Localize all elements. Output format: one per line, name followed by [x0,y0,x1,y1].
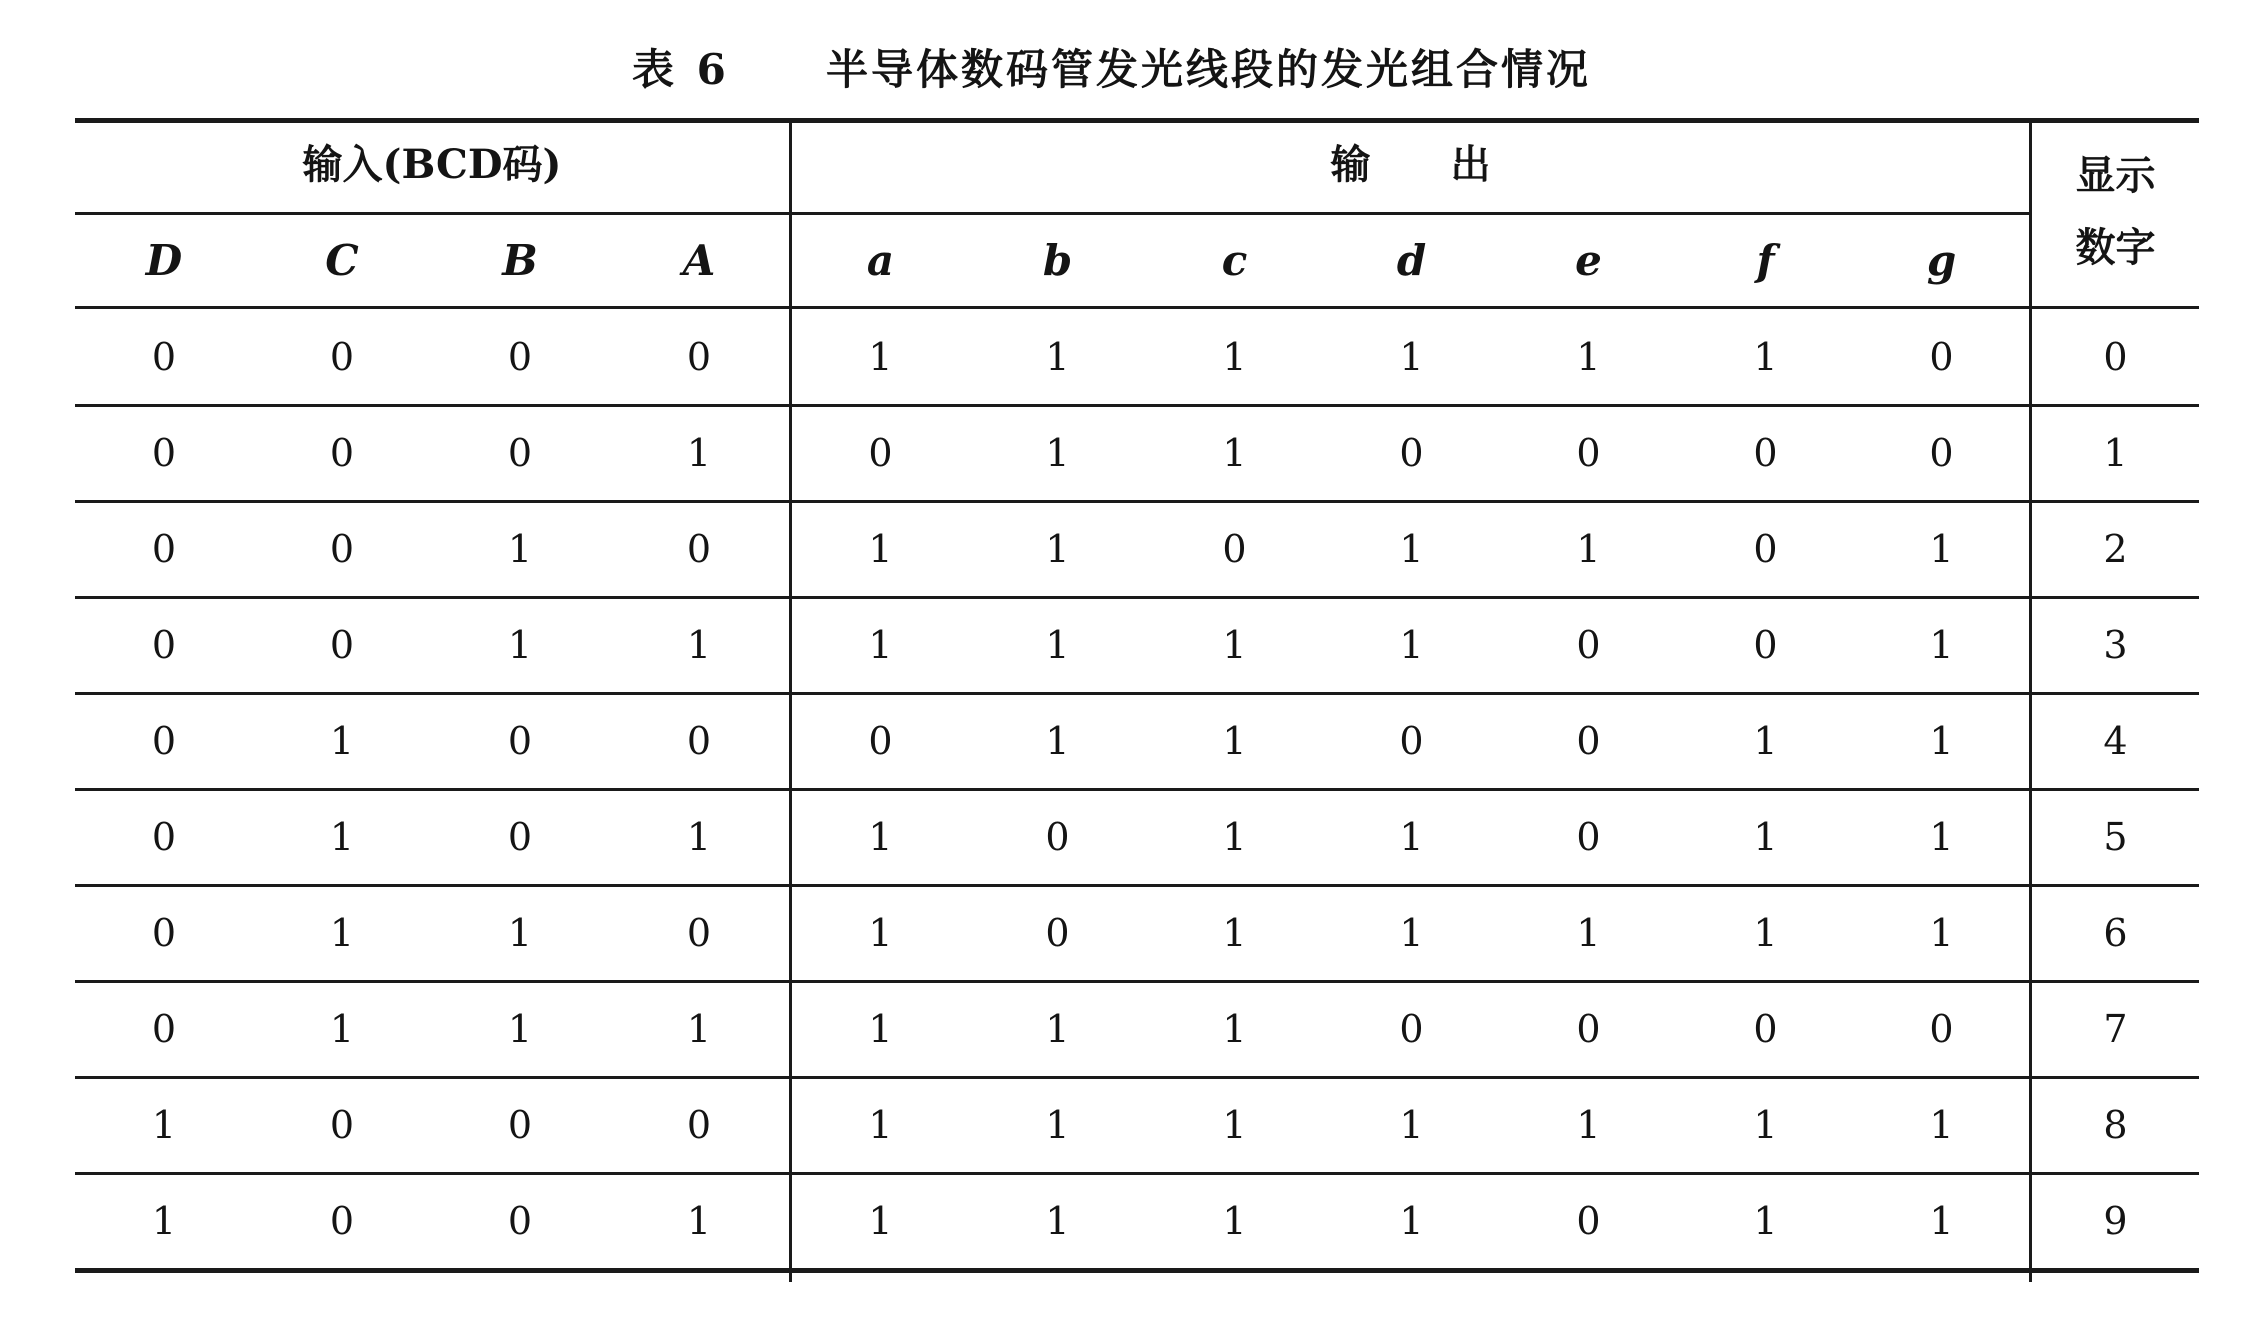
cell-f: 0 [1753,623,1778,667]
cell-D: 0 [151,431,177,475]
cell-f: 1 [1753,335,1778,379]
cell-D: 0 [151,527,177,571]
cell-d: 0 [1399,1007,1424,1051]
cell-g: 1 [1929,1199,1954,1243]
col-header-b: b [1042,235,1073,285]
cell-a: 1 [868,1103,893,1147]
cell-C: 1 [329,911,355,955]
input-group-header: 输入(BCD码) [302,141,562,188]
cell-A: 1 [686,623,712,667]
cell-b: 0 [1045,911,1070,955]
cell-A: 1 [686,1007,712,1051]
cell-c: 1 [1222,1007,1247,1051]
cell-digit: 0 [2103,335,2128,379]
cell-d: 1 [1399,815,1424,859]
cell-f: 1 [1753,1103,1778,1147]
cell-e: 0 [1576,1199,1601,1243]
cell-B: 0 [507,335,533,379]
cell-A: 0 [686,527,712,571]
cell-c: 1 [1222,335,1247,379]
cell-a: 1 [868,623,893,667]
cell-g: 0 [1929,431,1954,475]
display-header-line1: 显示 [2075,152,2156,199]
col-header-d: d [1396,235,1427,285]
cell-e: 1 [1576,1103,1601,1147]
cell-D: 0 [151,623,177,667]
cell-g: 1 [1929,719,1954,763]
col-header-a: a [866,235,895,285]
cell-b: 1 [1045,1199,1070,1243]
cell-g: 1 [1929,1103,1954,1147]
cell-c: 1 [1222,431,1247,475]
cell-e: 0 [1576,623,1601,667]
cell-g: 1 [1929,527,1954,571]
cell-g: 0 [1929,335,1954,379]
cell-d: 0 [1399,719,1424,763]
cell-digit: 8 [2103,1103,2128,1147]
cell-b: 1 [1045,719,1070,763]
display-header-line2: 数字 [2075,224,2156,271]
cell-b: 1 [1045,335,1070,379]
cell-f: 0 [1753,431,1778,475]
cell-a: 1 [868,1199,893,1243]
table-bottom-rule [75,1268,2199,1273]
cell-g: 1 [1929,911,1954,955]
cell-C: 0 [329,335,355,379]
cell-D: 0 [151,911,177,955]
cell-c: 0 [1222,527,1247,571]
cell-a: 1 [868,815,893,859]
cell-B: 1 [507,527,533,571]
cell-e: 0 [1576,1007,1601,1051]
cell-f: 0 [1753,527,1778,571]
cell-d: 1 [1399,911,1424,955]
cell-e: 0 [1576,719,1601,763]
cell-b: 0 [1045,815,1070,859]
cell-digit: 6 [2103,911,2128,955]
cell-C: 1 [329,1007,355,1051]
col-header-A: A [682,235,716,285]
cell-a: 1 [868,527,893,571]
cell-e: 1 [1576,335,1601,379]
cell-B: 0 [507,431,533,475]
cell-f: 1 [1753,1199,1778,1243]
cell-b: 1 [1045,623,1070,667]
cell-A: 0 [686,911,712,955]
col-header-f: f [1756,235,1775,285]
cell-f: 1 [1753,719,1778,763]
cell-B: 1 [507,1007,533,1051]
cell-B: 1 [507,623,533,667]
table-caption [0,40,2264,100]
cell-e: 0 [1576,431,1601,475]
col-header-C: C [325,235,359,285]
col-header-B: B [502,235,538,285]
cell-A: 0 [686,1103,712,1147]
col-header-e: e [1575,235,1602,285]
cell-a: 0 [868,719,893,763]
cell-digit: 9 [2103,1199,2128,1243]
cell-A: 0 [686,335,712,379]
cell-B: 0 [507,815,533,859]
cell-g: 1 [1929,623,1954,667]
cell-c: 1 [1222,1103,1247,1147]
display-digit-header [2032,118,2199,306]
cell-e: 1 [1576,911,1601,955]
cell-D: 0 [151,335,177,379]
col-header-c: c [1221,235,1248,285]
cell-digit: 5 [2103,815,2128,859]
cell-d: 0 [1399,431,1424,475]
cell-f: 1 [1753,911,1778,955]
cell-d: 1 [1399,1199,1424,1243]
cell-D: 1 [151,1199,177,1243]
cell-b: 1 [1045,527,1070,571]
cell-f: 0 [1753,1007,1778,1051]
cell-c: 1 [1222,719,1247,763]
cell-C: 1 [329,719,355,763]
cell-D: 0 [151,815,177,859]
cell-c: 1 [1222,815,1247,859]
cell-C: 1 [329,815,355,859]
cell-A: 1 [686,1199,712,1243]
cell-a: 1 [868,335,893,379]
cell-D: 0 [151,719,177,763]
cell-c: 1 [1222,623,1247,667]
cell-e: 0 [1576,815,1601,859]
cell-A: 0 [686,719,712,763]
cell-D: 0 [151,1007,177,1051]
cell-C: 0 [329,623,355,667]
cell-d: 1 [1399,1103,1424,1147]
output-group-header: 输 出 [1330,141,1491,188]
col-header-D: D [145,235,183,285]
cell-e: 1 [1576,527,1601,571]
col-header-g: g [1926,235,1957,285]
cell-C: 0 [329,1103,355,1147]
cell-c: 1 [1222,911,1247,955]
cell-g: 0 [1929,1007,1954,1051]
cell-f: 1 [1753,815,1778,859]
cell-A: 1 [686,431,712,475]
cell-D: 1 [151,1103,177,1147]
cell-A: 1 [686,815,712,859]
cell-B: 0 [507,1199,533,1243]
cell-B: 1 [507,911,533,955]
cell-digit: 4 [2103,719,2128,763]
cell-a: 0 [868,431,893,475]
cell-d: 1 [1399,335,1424,379]
table-title: 半导体数码管发光线段的发光组合情况 [826,45,1592,94]
cell-a: 1 [868,1007,893,1051]
cell-b: 1 [1045,1007,1070,1051]
cell-B: 0 [507,1103,533,1147]
cell-digit: 2 [2103,527,2128,571]
cell-c: 1 [1222,1199,1247,1243]
cell-b: 1 [1045,431,1070,475]
cell-b: 1 [1045,1103,1070,1147]
cell-C: 0 [329,1199,355,1243]
cell-C: 0 [329,527,355,571]
cell-g: 1 [1929,815,1954,859]
table-number: 表 6 [632,45,730,94]
cell-digit: 3 [2103,623,2128,667]
cell-B: 0 [507,719,533,763]
cell-d: 1 [1399,527,1424,571]
cell-C: 0 [329,431,355,475]
truth-table [75,118,2199,1282]
cell-d: 1 [1399,623,1424,667]
cell-digit: 1 [2103,431,2128,475]
cell-a: 1 [868,911,893,955]
cell-digit: 7 [2103,1007,2128,1051]
